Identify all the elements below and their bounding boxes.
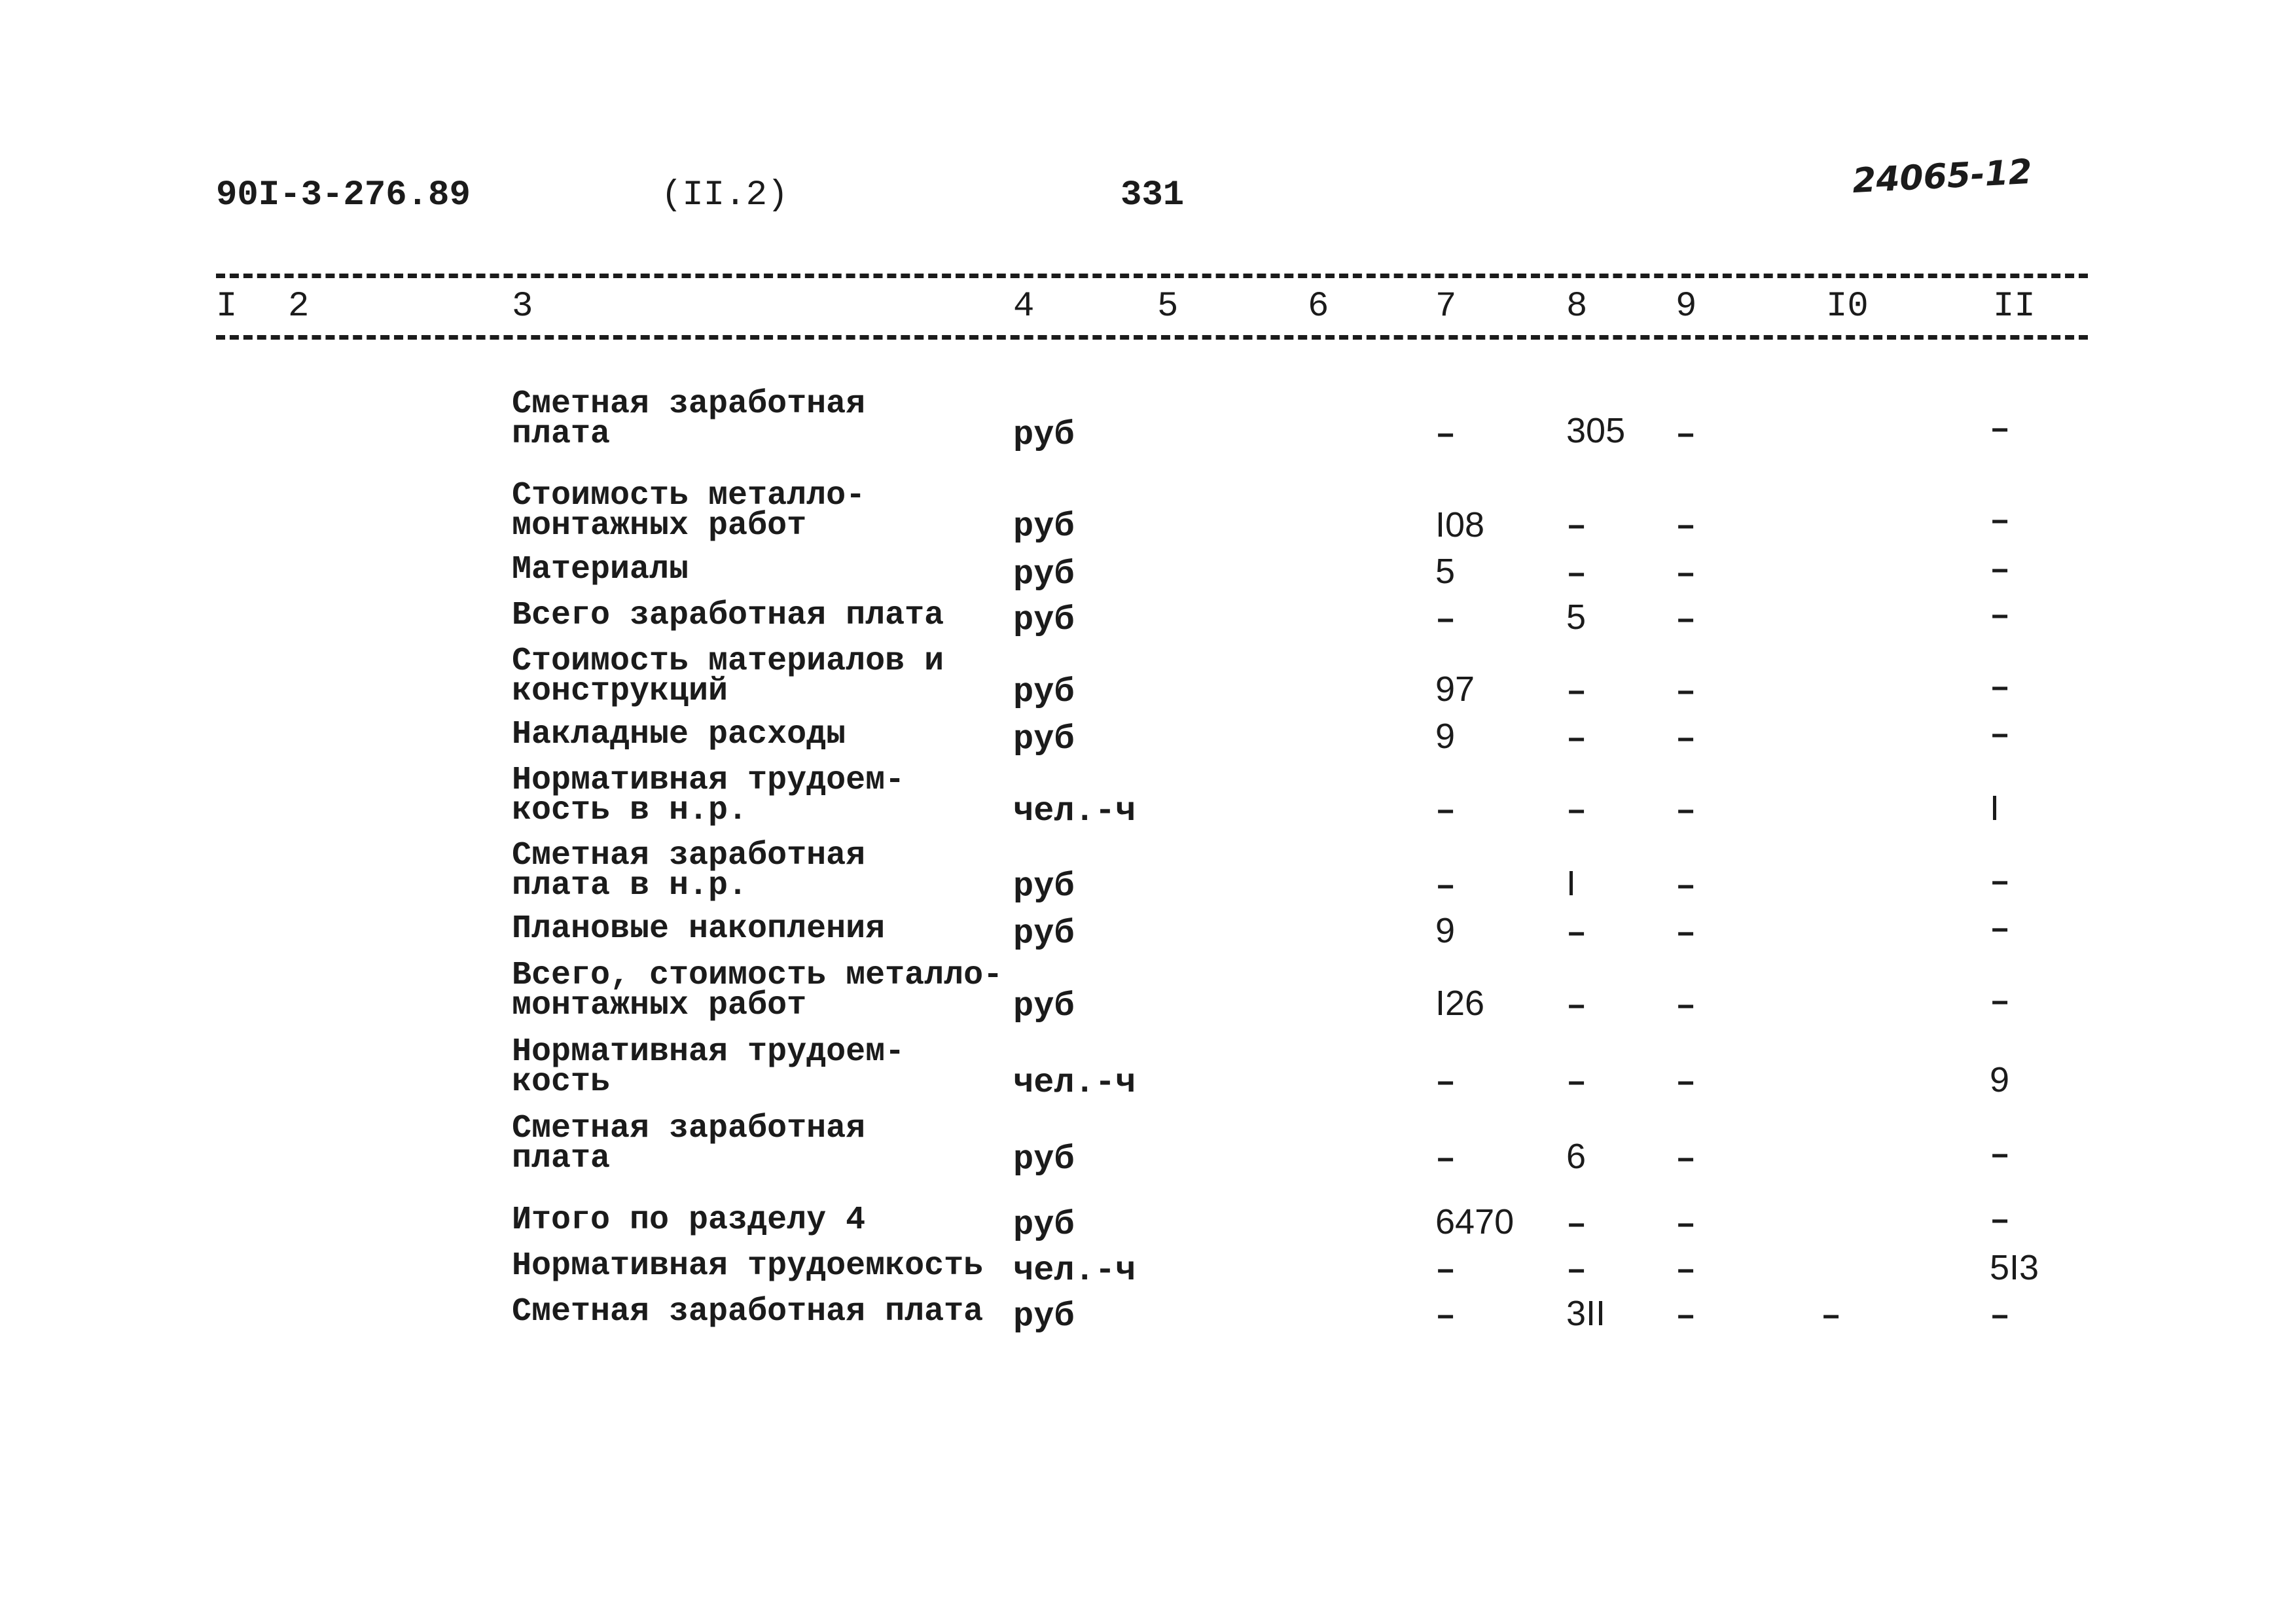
column-header-7: 7 (1435, 287, 1457, 327)
column-header-1: I (216, 287, 238, 327)
value-col9: – (1676, 987, 1696, 1026)
item-name (512, 762, 905, 829)
item-name (512, 1293, 984, 1330)
value-col8: 305 (1566, 411, 1626, 450)
value-col8: – (1566, 914, 1587, 953)
value-col11: – (1990, 910, 2011, 949)
item-name-line: Нормативная трудоем- (512, 1033, 905, 1071)
value-col9: – (1676, 1205, 1696, 1244)
item-name-line: Всего заработная плата (512, 597, 944, 634)
value-col8: 3II (1566, 1294, 1606, 1333)
value-col8: – (1566, 1251, 1587, 1290)
value-col7: – (1435, 601, 1456, 639)
item-name (512, 1202, 866, 1239)
value-col11: – (1990, 1297, 2011, 1336)
unit: руб (1013, 507, 1075, 546)
value-col11: – (1990, 1202, 2011, 1240)
item-name (512, 837, 866, 904)
item-name-line: Материалы (512, 551, 689, 588)
value-col7: – (1435, 1251, 1456, 1290)
unit: руб (1013, 720, 1075, 758)
value-col9: – (1676, 673, 1696, 711)
value-col9: – (1676, 914, 1696, 953)
value-col9: – (1676, 416, 1696, 454)
column-header-8: 8 (1566, 287, 1588, 327)
value-col11: – (1990, 597, 2011, 635)
value-col8: – (1566, 1205, 1587, 1244)
item-name (512, 716, 846, 753)
column-header-9: 9 (1676, 287, 1697, 327)
unit: руб (1013, 987, 1075, 1026)
item-name (512, 551, 689, 588)
value-col9: – (1676, 867, 1696, 906)
value-col9: – (1676, 792, 1696, 830)
item-name-line: Сметная заработная плата (512, 1293, 984, 1330)
value-col7: I08 (1435, 505, 1485, 544)
value-col7: – (1435, 416, 1456, 454)
value-col11: – (1990, 983, 2011, 1022)
value-col7: – (1435, 1140, 1456, 1179)
value-col7: – (1435, 867, 1456, 906)
document-code: 90I-3-276.89 (216, 175, 471, 215)
item-name-line: Всего, стоимость металло- (512, 957, 1003, 994)
value-col8: – (1566, 720, 1587, 758)
value-col11: – (1990, 1136, 2011, 1175)
value-col9: – (1676, 1251, 1696, 1290)
item-name-line: конструкций (512, 673, 728, 710)
value-col9: – (1676, 555, 1696, 594)
item-name (512, 1247, 984, 1285)
value-col8: 5 (1566, 597, 1587, 637)
value-col8: 6 (1566, 1137, 1587, 1176)
column-header-5: 5 (1157, 287, 1179, 327)
item-name-line: Стоимость материалов и (512, 643, 944, 680)
item-name-line: кость (512, 1063, 611, 1101)
value-col8: I (1566, 864, 1577, 903)
unit: руб (1013, 1297, 1075, 1336)
value-col7: – (1435, 1297, 1456, 1336)
item-name-line: Стоимость металло- (512, 477, 866, 514)
unit: руб (1013, 1205, 1075, 1244)
item-name-line: монтажных работ (512, 507, 807, 544)
value-col11: – (1990, 716, 2011, 755)
value-col11: I (1990, 789, 2000, 828)
header-top-rule (216, 274, 2088, 278)
unit: чел.-ч (1013, 1063, 1136, 1102)
item-name-line: Плановые накопления (512, 910, 886, 948)
item-name-line: плата (512, 416, 611, 453)
value-col9: – (1676, 1140, 1696, 1179)
item-name-line: Накладные расходы (512, 716, 846, 753)
item-name-line: Сметная заработная (512, 1110, 866, 1147)
section-number: (II.2) (661, 175, 789, 215)
value-col7: 97 (1435, 669, 1475, 709)
value-col7: – (1435, 1063, 1456, 1102)
column-header-4: 4 (1013, 287, 1035, 327)
value-col11: – (1990, 551, 2011, 590)
column-header-2: 2 (288, 287, 310, 327)
item-name (512, 477, 866, 544)
unit: руб (1013, 867, 1075, 906)
unit: чел.-ч (1013, 1251, 1136, 1290)
item-name-line: кость в н.р. (512, 792, 748, 829)
value-col7: 9 (1435, 911, 1456, 950)
item-name (512, 957, 1003, 1024)
item-name-line: Нормативная трудоемкость (512, 1247, 984, 1285)
value-col8: – (1566, 555, 1587, 594)
handwritten-inventory-number: 24065-12 (1851, 152, 2034, 202)
value-col10: – (1821, 1297, 1842, 1336)
column-header-3: 3 (512, 287, 533, 327)
value-col9: – (1676, 507, 1696, 546)
value-col8: – (1566, 507, 1587, 546)
column-header-11: II (1993, 287, 2036, 327)
unit: руб (1013, 601, 1075, 639)
value-col11: – (1990, 410, 2011, 449)
unit: чел.-ч (1013, 792, 1136, 830)
value-col9: – (1676, 720, 1696, 758)
value-col8: – (1566, 673, 1587, 711)
value-col11: – (1990, 502, 2011, 541)
column-header-6: 6 (1308, 287, 1329, 327)
item-name-line: плата (512, 1140, 611, 1177)
item-name-line: Итого по разделу 4 (512, 1202, 866, 1239)
unit: руб (1013, 673, 1075, 711)
column-header-10: I0 (1826, 287, 1869, 327)
item-name (512, 910, 886, 948)
item-name-line: монтажных работ (512, 987, 807, 1024)
value-col7: – (1435, 792, 1456, 830)
item-name (512, 597, 944, 634)
item-name-line: Сметная заработная (512, 837, 866, 874)
item-name (512, 385, 866, 453)
value-col7: 6470 (1435, 1202, 1515, 1241)
unit: руб (1013, 555, 1075, 594)
value-col11: 5I3 (1990, 1248, 2039, 1287)
value-col9: – (1676, 1297, 1696, 1336)
value-col8: – (1566, 792, 1587, 830)
value-col7: 9 (1435, 717, 1456, 756)
value-col11: 9 (1990, 1060, 2010, 1099)
value-col8: – (1566, 987, 1587, 1026)
item-name (512, 1110, 866, 1177)
item-name (512, 1033, 905, 1101)
header-bottom-rule (216, 335, 2088, 340)
item-name-line: Нормативная трудоем- (512, 762, 905, 799)
value-col7: 5 (1435, 552, 1456, 591)
value-col7: I26 (1435, 984, 1485, 1023)
value-col9: – (1676, 601, 1696, 639)
item-name-line: плата в н.р. (512, 867, 748, 904)
unit: руб (1013, 416, 1075, 454)
value-col9: – (1676, 1063, 1696, 1102)
unit: руб (1013, 1140, 1075, 1179)
value-col8: – (1566, 1063, 1587, 1102)
unit: руб (1013, 914, 1075, 953)
value-col11: – (1990, 669, 2011, 707)
item-name-line: Сметная заработная (512, 385, 866, 423)
page-number: 331 (1121, 175, 1185, 215)
item-name (512, 643, 944, 710)
value-col11: – (1990, 863, 2011, 902)
